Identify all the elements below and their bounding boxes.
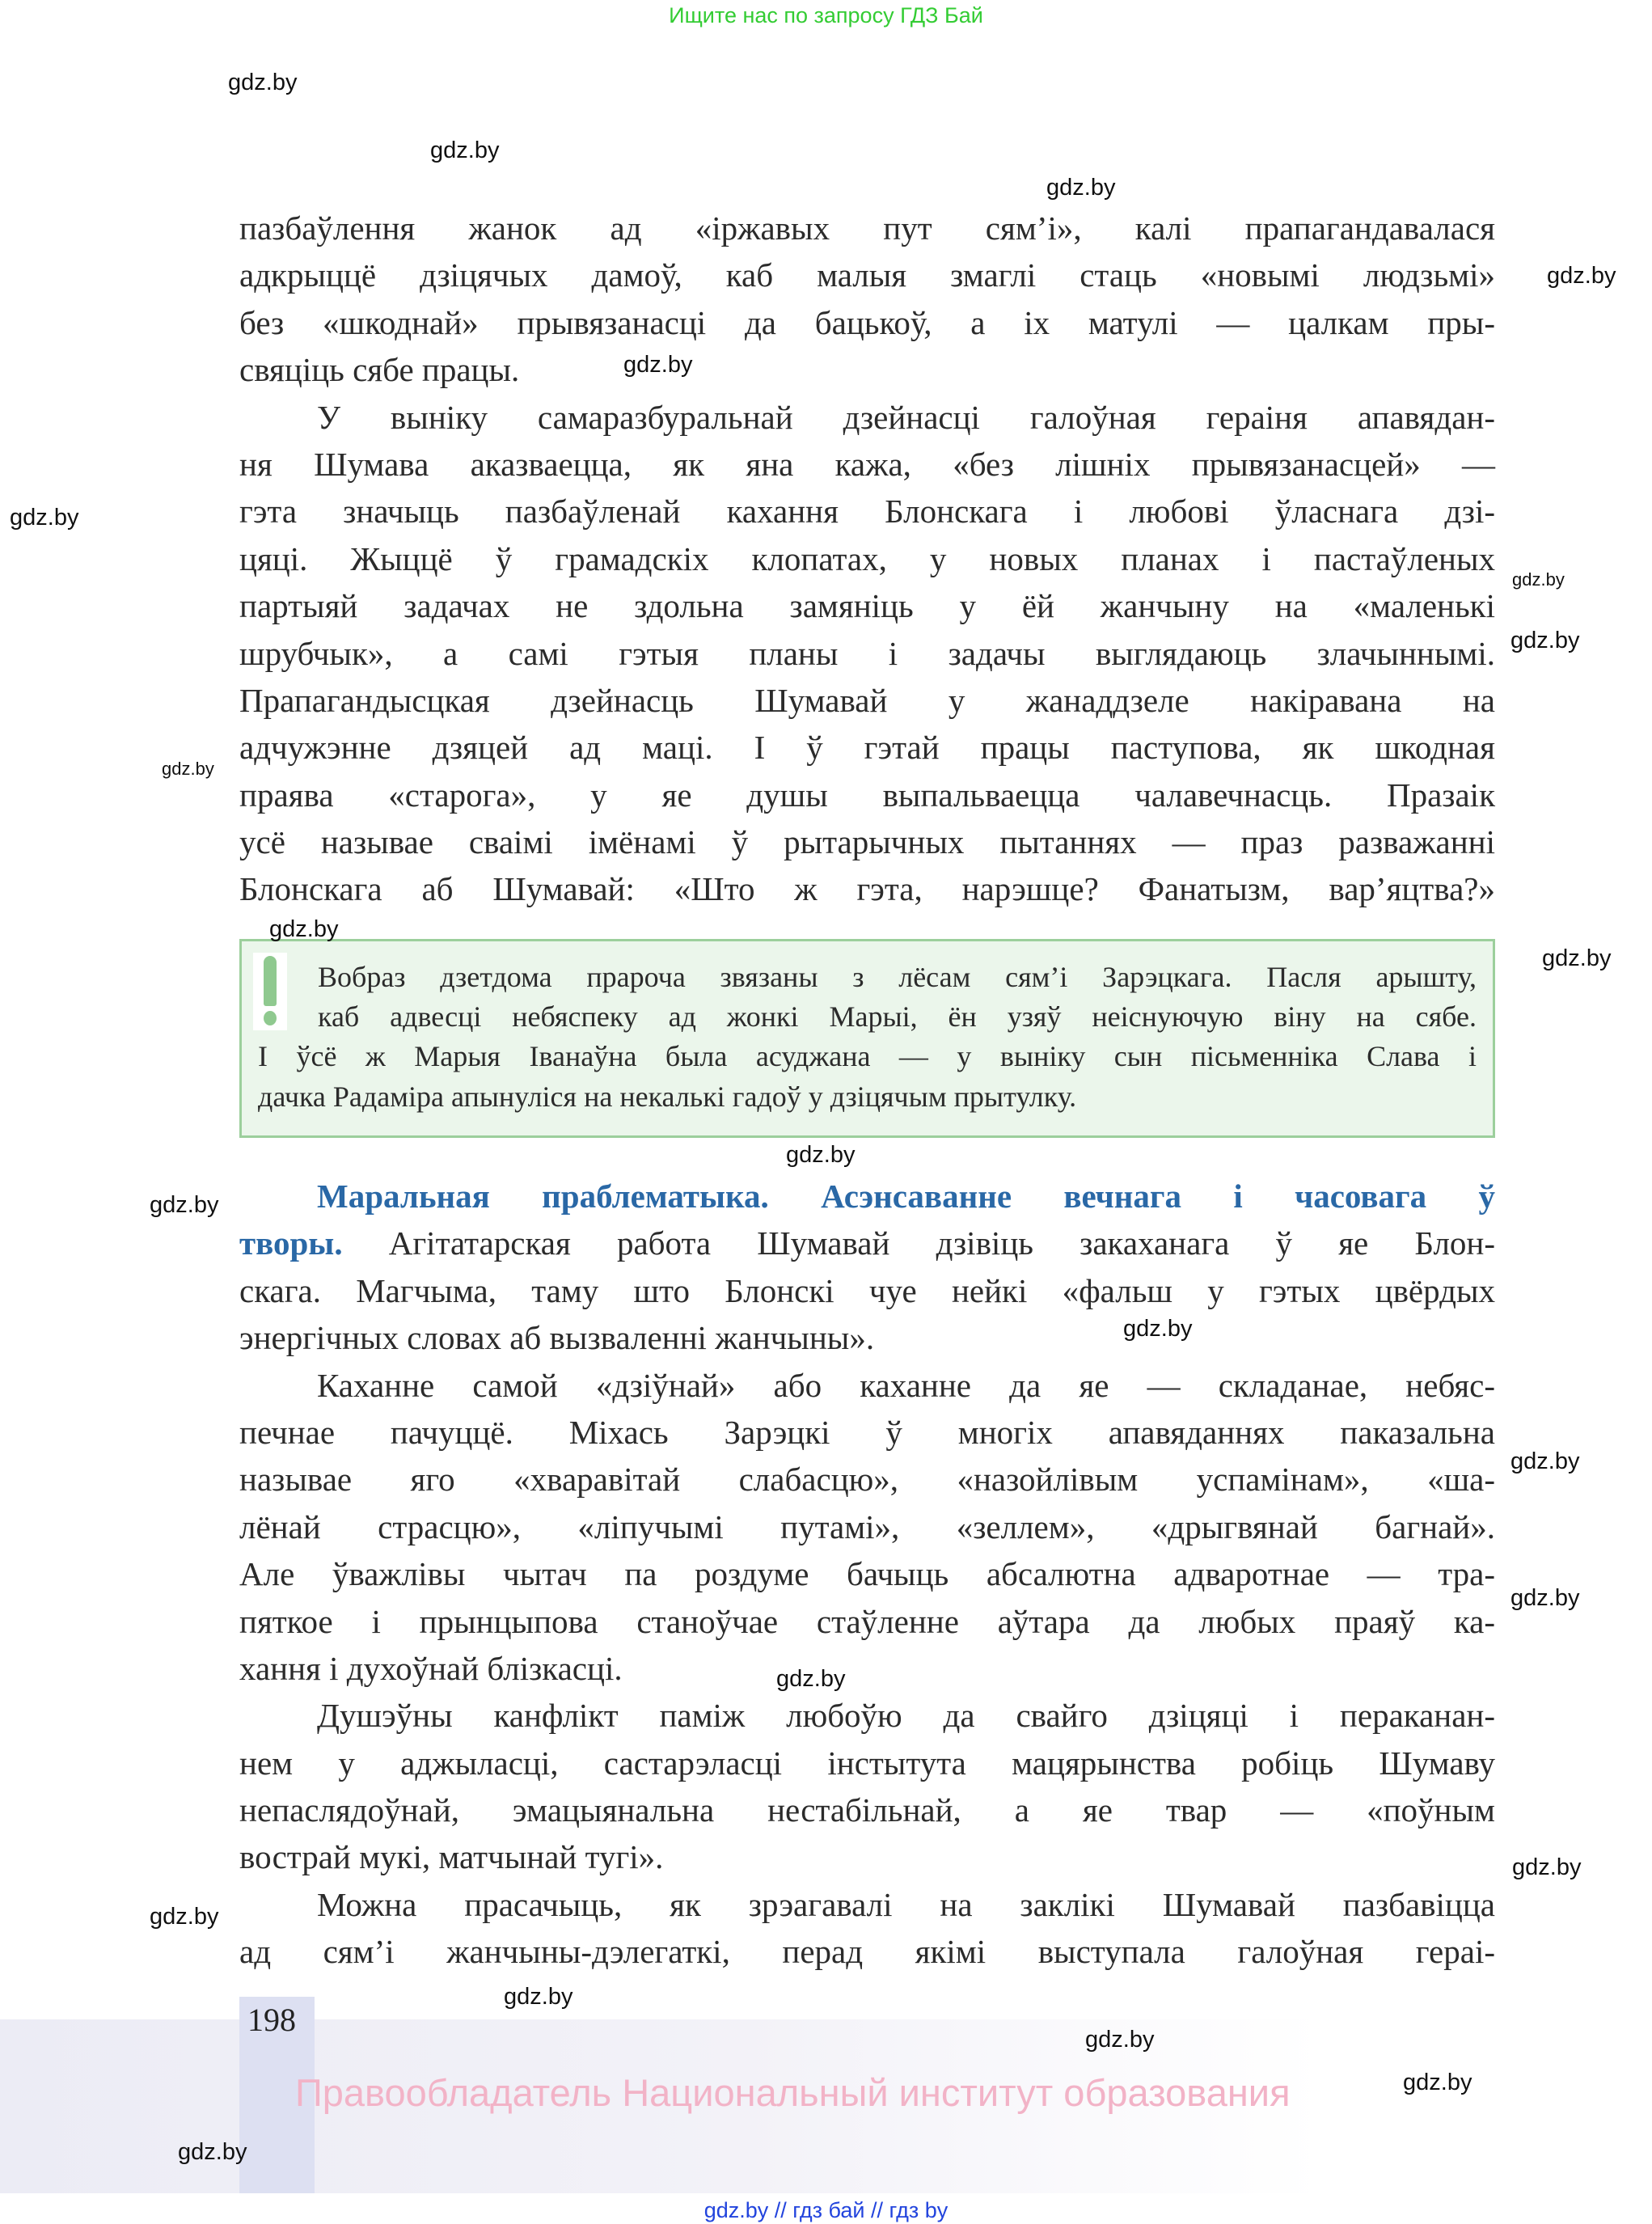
watermark: gdz.by [1510, 1585, 1580, 1611]
exclamation-icon [253, 953, 287, 1030]
watermark: gdz.by [1512, 569, 1565, 590]
watermark: gdz.by [228, 70, 298, 95]
section-heading-end: творы. [239, 1224, 343, 1262]
text-line: усё называе сваімі імёнамі ў рытарычных пытаннях — праз разважанні [239, 823, 1495, 861]
text-line: праява «старога», у яе душы выпальваецца чалавечнасць. Празаік [239, 776, 1495, 814]
text-line: цяці. Жыццё ў грамадскіх клопатах, у новых планах і пастаўленых [239, 539, 1495, 577]
text-line-rest: Агітатарская работа Шумавай дзівіць закаханага ў яе Блон- [342, 1224, 1495, 1262]
watermark: gdz.by [1512, 1854, 1582, 1880]
text-line: пяткое і прынцыпова станоўчае стаўленне аўтара да любых праяў ка- [239, 1602, 1495, 1640]
watermark: gdz.by [150, 1904, 219, 1930]
text-line: Прапагандысцкая дзейнасць Шумавай у жанаддзеле накіравана на [239, 681, 1495, 719]
note-line: І ўсё ж Марыя Іванаўна была асуджана — у выніку сын пісьменніка Слава і [258, 1040, 1477, 1072]
text-line: гэта значыць пазбаўленай кахання Блонскага і любові ўласнага дзі- [239, 493, 1495, 531]
text-line: У выніку самаразбуральнай дзейнасці галоўная гераіня апавядан- [317, 398, 1495, 436]
watermark: gdz.by [10, 505, 79, 531]
text-block-bottom [239, 1173, 1495, 1976]
text-line: адкрыццё дзіцячых дамоў, каб малыя змаглі стаць «новымі людзьмі» [239, 256, 1495, 294]
watermark: gdz.by [1046, 175, 1116, 201]
text-line: Душэўны канфлікт паміж любоўю да свайго дзіцяці і пераканан- [317, 1697, 1495, 1735]
text-line: ад сям’і жанчыны-дэлегаткі, перад якімі выступала галоўная гераі- [239, 1933, 1495, 1971]
watermark: gdz.by [786, 1142, 856, 1168]
text-line: нем у аджыласці, састарэласці інстытута мацярынства робіць Шумаву [239, 1744, 1495, 1782]
text-line: Блонскага аб Шумавай: «Што ж гэта, нарэшце? Фанатызм, вар’яцтва?» [239, 870, 1495, 908]
search-banner[interactable]: Ищите нас по запросу ГДЗ Бай [669, 3, 983, 27]
text-line: скага. Магчыма, таму што Блонскі чуе нейкі «фальш у гэтых цвёрдых [239, 1271, 1495, 1309]
watermark: gdz.by [1510, 1448, 1580, 1474]
text-line: партыяй задачах не здольна замяніць у ёй жанчыну на «маленькі [239, 587, 1495, 625]
text-line [239, 1220, 1495, 1266]
watermark: gdz.by [1085, 2027, 1155, 2053]
watermark: gdz.by [1403, 2070, 1472, 2095]
note-line: дачка Радаміра апынуліся на некалькі гадоў у дзіцячым прытулку. [258, 1080, 1077, 1113]
text-line: пазбаўлення жанок ад «іржавых пут сям’і», калі прапагандавалася [239, 209, 1495, 247]
footer-links[interactable]: gdz.by // гдз бай // гдз by [703, 2198, 949, 2222]
text-line: печнае пачуццё. Міхась Зарэцкі ў многіх апавяданнях паказальна [239, 1413, 1495, 1451]
watermark: gdz.by [623, 352, 693, 378]
text-line: шрубчык», а самі гэтыя планы і задачы выглядаюць злачыннымі. [239, 634, 1495, 672]
text-line: свяціць сябе працы. [239, 351, 520, 389]
text-line: называе яго «хваравітай слабасцю», «назойлівым успамінам», «ша- [239, 1461, 1495, 1499]
watermark: gdz.by [162, 759, 214, 779]
watermark: gdz.by [269, 916, 339, 942]
text-line: адчужэнне дзяцей ад маці. І ў гэтай працы паступова, як шкодная [239, 729, 1495, 767]
text-line: без «шкоднай» прывязанасці да бацькоў, а іх матулі — цалкам пры- [239, 303, 1495, 341]
watermark: gdz.by [1547, 263, 1616, 289]
watermark: gdz.by [178, 2139, 247, 2165]
rights-holder: Правообладатель Национальный институт образования [295, 2071, 1291, 2114]
text-block-top [239, 205, 1495, 913]
text-line: Але ўважлівы чытач па роздуме бачыць абсалютна адваротнае — тра- [239, 1555, 1495, 1593]
text-line: лёнай страсцю», «ліпучымі путамі», «зеллем», «дрыгвянай багнай». [239, 1507, 1495, 1545]
watermark: gdz.by [1510, 628, 1580, 653]
watermark: gdz.by [1542, 945, 1612, 971]
watermark: gdz.by [1123, 1316, 1193, 1342]
text-line: ня Шумава аказваецца, як яна кажа, «без лішніх прывязанасцей» — [239, 445, 1495, 483]
watermark: gdz.by [776, 1666, 846, 1692]
watermark: gdz.by [150, 1192, 219, 1218]
note-line: Вобраз дзетдома прароча звязаны з лёсам сям’і Зарэцкага. Пасля арышту, [318, 961, 1477, 993]
watermark: gdz.by [504, 1984, 573, 2010]
text-line: непаслядоўнай, эмацыянальна нестабільнай, а яе твар — «поўным [239, 1791, 1495, 1829]
page-number: 198 [247, 2002, 296, 2038]
text-line: энергічных словах аб вызваленні жанчыны». [239, 1319, 875, 1357]
note-box [239, 939, 1495, 1138]
watermark: gdz.by [430, 137, 500, 163]
text-line: хання і духоўнай блізкасці. [239, 1649, 623, 1687]
note-line: каб адвесці небяспеку ад жонкі Марыі, ён узяў неіснуючую віну на сябе. [318, 1000, 1477, 1033]
text-line: вострай мукі, матчынай тугі». [239, 1838, 664, 1876]
text-line: Можна прасачыць, як зрэагавалі на заклікі Шумавай пазбавіцца [317, 1885, 1495, 1923]
text-line: Каханне самой «дзіўнай» або каханне да яе — складанае, небяс- [317, 1366, 1495, 1404]
section-heading: Маральная праблематыка. Асэнсаванне вечнага і часовага ў [317, 1178, 1495, 1215]
